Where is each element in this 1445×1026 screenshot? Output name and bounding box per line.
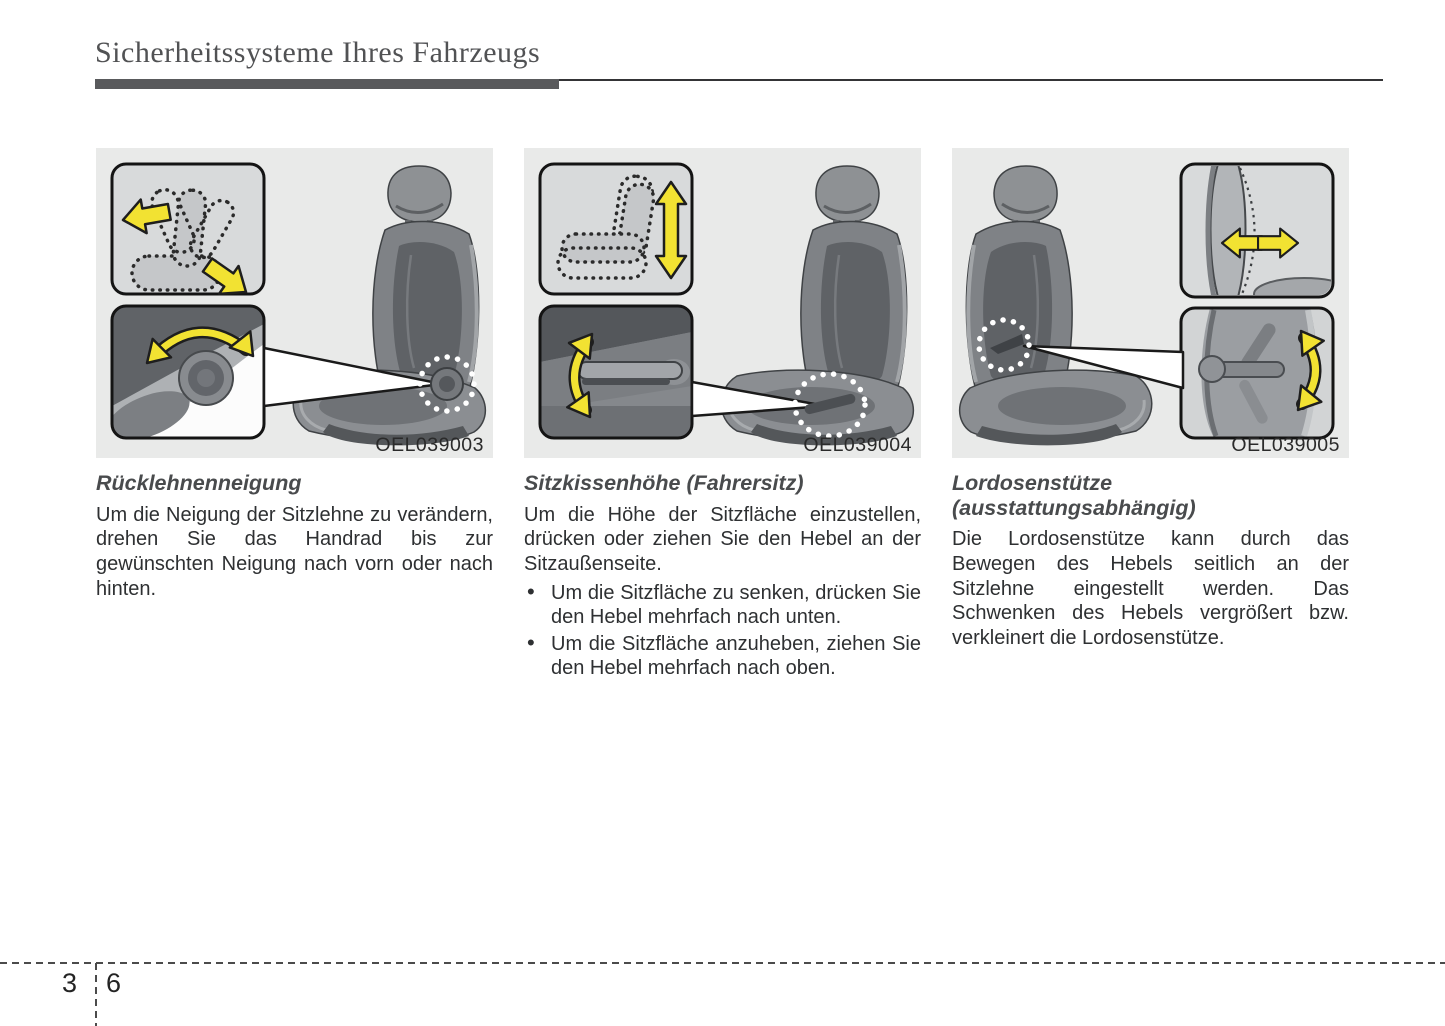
footer-dashed-divider: [95, 963, 97, 1026]
section-heading: Lordosenstütze: [952, 471, 1113, 495]
height-positions-icon: [540, 164, 692, 294]
seat-side-view-mirrored: [960, 166, 1152, 445]
bullet-item: • Um die Sitzfläche anzuheben, ziehen Sie den Hebel mehrfach nach oben.: [524, 632, 921, 681]
section-heading: Sitzkissenhöhe (Fahrersitz): [524, 471, 804, 495]
handwheel-icon: [100, 306, 264, 451]
lumbar-lever-icon: [1181, 308, 1333, 438]
section-heading: Rücklehnenneigung: [96, 471, 302, 495]
bullet-item: • Um die Sitzfläche zu senken, drücken Sie den Hebel mehrfach nach unten.: [524, 581, 921, 630]
seat-side-view: [293, 166, 485, 445]
seat-recline-illustration: [96, 148, 493, 458]
figure-lumbar: [952, 148, 1349, 458]
page-number: 6: [106, 968, 122, 998]
page-header: [95, 36, 1385, 91]
page-title: Sicherheitssysteme Ihres Fahrzeugs: [95, 36, 541, 69]
chapter-number: 3: [62, 968, 78, 998]
footer-dashed-line: [0, 962, 1445, 964]
section-body: Um die Höhe der Sitzfläche einzustellen, drücken oder ziehen Sie den Hebel an der Sitzaußenseite.: [524, 503, 921, 575]
section-body: Die Lordosenstütze kann durch das Bewegen des Hebels seitlich an der Sitzlehne eingestellt werden. Das Schwenken des Hebels vergrößert bzw. verkleinert die Lordosenstütze.: [952, 528, 1349, 649]
header-rule-bar: [95, 79, 559, 89]
lumbar-illustration: [952, 148, 1349, 458]
section-heading-line2: (ausstattungsabhängig): [952, 495, 1196, 520]
figure-seat-height: [524, 148, 921, 458]
lumbar-profile-icon: [1181, 164, 1349, 310]
content-columns: [96, 148, 1352, 681]
height-lever-icon: [540, 306, 692, 438]
section-body: Um die Neigung der Sitzlehne zu verändern, drehen Sie das Handrad bis zur gewünschten Neigung nach vorn oder nach hinten.: [96, 503, 493, 600]
figure-recline: [96, 148, 493, 458]
section-recline: [96, 148, 493, 681]
figure-caption: OEL039005: [1231, 434, 1340, 456]
recline-positions-icon: [112, 164, 264, 306]
seat-height-illustration: [524, 148, 921, 458]
figure-caption: OEL039004: [803, 434, 912, 456]
header-rule: [95, 79, 1385, 91]
section-seat-height: [524, 148, 921, 681]
section-bullets: [524, 581, 921, 681]
section-lumbar: [952, 148, 1349, 681]
figure-caption: OEL039003: [375, 434, 484, 456]
